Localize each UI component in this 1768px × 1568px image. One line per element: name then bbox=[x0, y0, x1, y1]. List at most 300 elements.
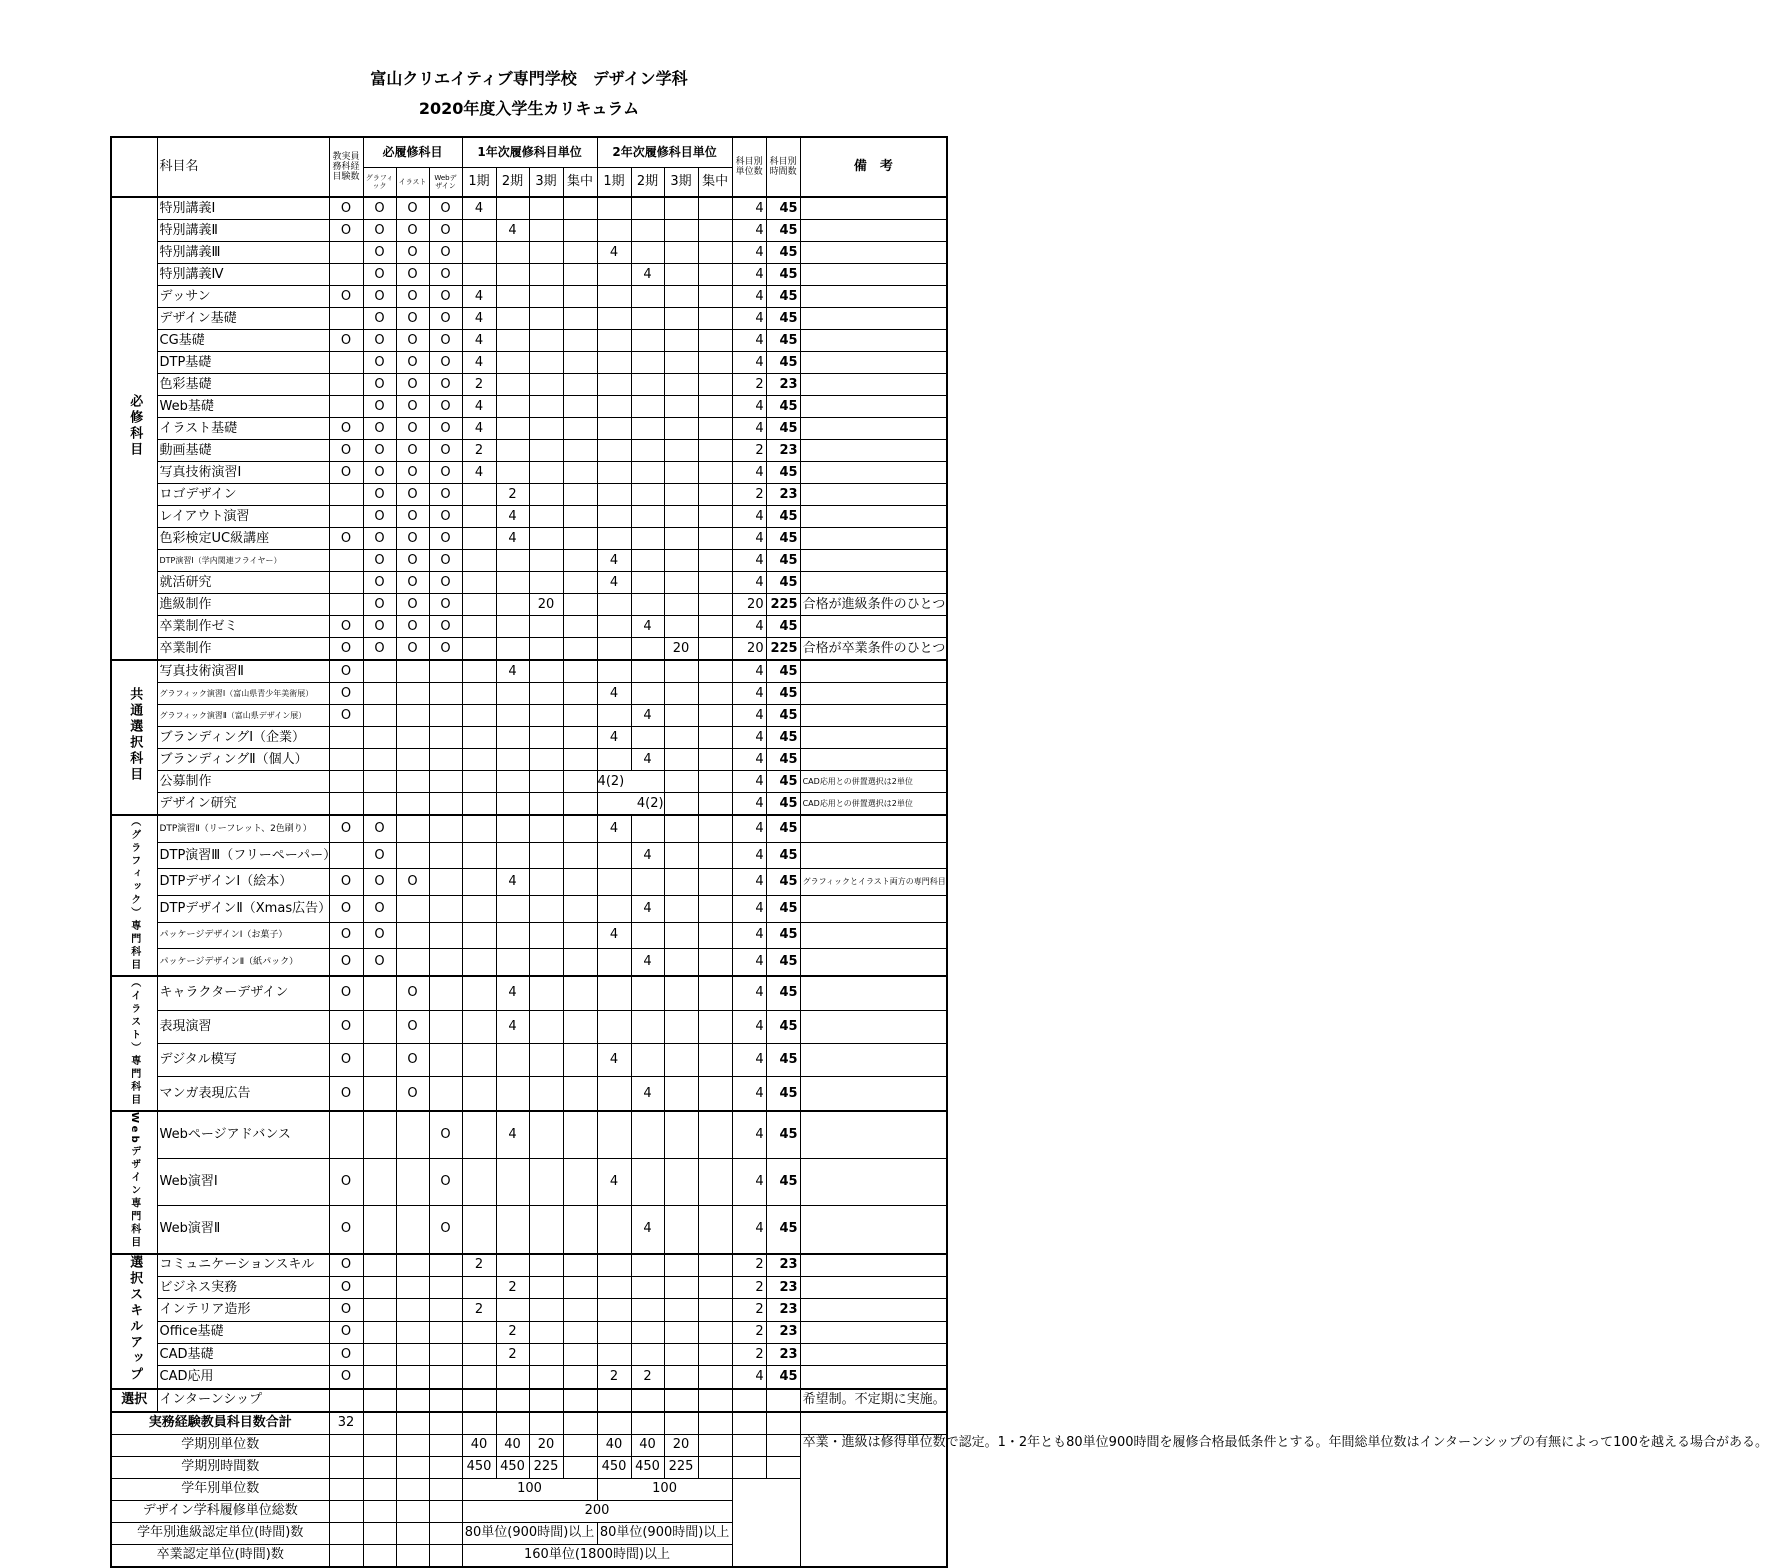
illust-mark: O bbox=[396, 462, 429, 484]
subject-hours: 45 bbox=[766, 1010, 800, 1043]
subject-name: マンガ表現広告 bbox=[157, 1077, 329, 1111]
term-credit bbox=[597, 949, 631, 976]
illust-mark bbox=[396, 1276, 429, 1298]
term-hour bbox=[698, 1456, 732, 1478]
term-credit: 4 bbox=[496, 660, 529, 683]
term-credit bbox=[563, 616, 597, 638]
graphic-mark bbox=[363, 1299, 396, 1321]
term-credit bbox=[462, 749, 496, 771]
subject-hours: 45 bbox=[766, 895, 800, 922]
term-credit bbox=[631, 484, 664, 506]
term-credit bbox=[462, 1206, 496, 1254]
term-credit bbox=[698, 506, 732, 528]
subject-row bbox=[111, 976, 947, 1010]
term-credit bbox=[563, 1159, 597, 1206]
jitsumu-mark bbox=[329, 242, 363, 264]
term-credit bbox=[529, 550, 563, 572]
subject-note bbox=[800, 842, 947, 869]
term-credit bbox=[597, 197, 631, 220]
illust-mark bbox=[396, 1321, 429, 1343]
graphic-mark: O bbox=[363, 197, 396, 220]
term-credit bbox=[462, 1343, 496, 1365]
term-hour: 225 bbox=[529, 1456, 563, 1478]
illust-mark: O bbox=[396, 330, 429, 352]
term-credit bbox=[563, 506, 597, 528]
web-mark bbox=[429, 683, 462, 705]
jitsumu-mark: O bbox=[329, 528, 363, 550]
graphic-mark: O bbox=[363, 440, 396, 462]
subject-credits: 2 bbox=[732, 1299, 766, 1321]
term-credit bbox=[529, 1254, 563, 1277]
header-term: 1期 bbox=[597, 167, 631, 197]
term-credit bbox=[462, 1111, 496, 1159]
jitsumu-mark: O bbox=[329, 976, 363, 1010]
term-credit bbox=[698, 1159, 732, 1206]
illust-mark: O bbox=[396, 638, 429, 661]
subject-name: Office基礎 bbox=[157, 1321, 329, 1343]
category-label: 選択 bbox=[121, 1392, 148, 1408]
header-term: 集中 bbox=[698, 167, 732, 197]
web-mark bbox=[429, 771, 462, 793]
header-category bbox=[111, 137, 157, 197]
category-label: 選択スキルアップ bbox=[127, 1254, 143, 1383]
term-credit bbox=[631, 638, 664, 661]
subject-name: 特別講義Ⅰ bbox=[157, 197, 329, 220]
subject-note bbox=[800, 1343, 947, 1365]
subject-hours: 45 bbox=[766, 1111, 800, 1159]
term-credit: 4 bbox=[462, 197, 496, 220]
subject-name: キャラクターデザイン bbox=[157, 976, 329, 1010]
web-mark bbox=[429, 660, 462, 683]
term-credit bbox=[698, 1343, 732, 1365]
term-credit bbox=[496, 462, 529, 484]
subject-name: コミュニケーションスキル bbox=[157, 1254, 329, 1277]
term-credit bbox=[496, 242, 529, 264]
subject-name: 写真技術演習Ⅱ bbox=[157, 660, 329, 683]
category-kyoutsuu bbox=[111, 660, 157, 815]
subject-note: グラフィックとイラスト両方の専門科目 bbox=[800, 869, 947, 896]
term-credit bbox=[529, 264, 563, 286]
jitsumu-mark: O bbox=[329, 1010, 363, 1043]
term-credit bbox=[631, 242, 664, 264]
web-mark: O bbox=[429, 1111, 462, 1159]
jitsumu-mark bbox=[329, 749, 363, 771]
header-jitsumu: 教実員務科経目験数 bbox=[329, 137, 363, 197]
subject-hours: 45 bbox=[766, 1043, 800, 1076]
term-credit bbox=[563, 330, 597, 352]
subject-credits: 2 bbox=[732, 1343, 766, 1365]
subject-credits: 4 bbox=[732, 286, 766, 308]
term-credit bbox=[563, 1366, 597, 1389]
subject-hours: 45 bbox=[766, 1366, 800, 1389]
term-credit bbox=[529, 705, 563, 727]
subject-row bbox=[111, 1276, 947, 1298]
subject-row bbox=[111, 418, 947, 440]
illust-mark: O bbox=[396, 374, 429, 396]
term-credit bbox=[664, 440, 698, 462]
term-credit bbox=[462, 949, 496, 976]
web-mark: O bbox=[429, 484, 462, 506]
category-label: 共通選択科目 bbox=[127, 687, 143, 783]
web-mark bbox=[429, 1043, 462, 1076]
term-credit: 4 bbox=[631, 616, 664, 638]
jitsumu-mark bbox=[329, 771, 363, 793]
subject-name: CAD基礎 bbox=[157, 1343, 329, 1365]
jitsumu-mark bbox=[329, 793, 363, 816]
term-credit bbox=[597, 1206, 631, 1254]
term-credit bbox=[597, 1321, 631, 1343]
illust-mark bbox=[396, 1299, 429, 1321]
subject-note bbox=[800, 1111, 947, 1159]
term-credit: 2 bbox=[462, 1254, 496, 1277]
term-credit bbox=[597, 1077, 631, 1111]
graphic-mark: O bbox=[363, 352, 396, 374]
term-credit bbox=[563, 1434, 597, 1456]
term-credit bbox=[664, 352, 698, 374]
subject-note bbox=[800, 264, 947, 286]
subject-credits: 4 bbox=[732, 242, 766, 264]
term-credit bbox=[563, 1206, 597, 1254]
term-credit bbox=[698, 1077, 732, 1111]
subject-hours: 45 bbox=[766, 616, 800, 638]
header-year1: 1年次履修科目単位 bbox=[462, 137, 597, 167]
term-credit bbox=[496, 616, 529, 638]
subject-name: 色彩検定UC級講座 bbox=[157, 528, 329, 550]
category-graphic bbox=[111, 815, 157, 976]
term-credit bbox=[698, 727, 732, 749]
web-mark: O bbox=[429, 220, 462, 242]
subject-credits: 20 bbox=[732, 594, 766, 616]
subject-note bbox=[800, 616, 947, 638]
term-credit bbox=[664, 550, 698, 572]
term-credit bbox=[462, 895, 496, 922]
header-year2: 2年次履修科目単位 bbox=[597, 137, 732, 167]
subject-hours: 45 bbox=[766, 727, 800, 749]
subject-credits: 4 bbox=[732, 1159, 766, 1206]
subject-note bbox=[800, 1366, 947, 1389]
graphic-mark bbox=[363, 1159, 396, 1206]
term-credit bbox=[529, 1276, 563, 1298]
subject-name: ビジネス実務 bbox=[157, 1276, 329, 1298]
subject-credits: 2 bbox=[732, 1276, 766, 1298]
subject-row bbox=[111, 462, 947, 484]
term-credit bbox=[597, 264, 631, 286]
subject-name: パッケージデザインⅠ（お菓子） bbox=[157, 922, 329, 949]
term-credit bbox=[698, 869, 732, 896]
term-credit bbox=[529, 869, 563, 896]
subject-hours: 45 bbox=[766, 842, 800, 869]
term-credit bbox=[529, 572, 563, 594]
illust-mark bbox=[396, 895, 429, 922]
term-credit bbox=[462, 572, 496, 594]
subject-hours: 45 bbox=[766, 220, 800, 242]
header-graphic: グラフィック bbox=[363, 167, 396, 197]
illust-mark: O bbox=[396, 418, 429, 440]
subject-name: 表現演習 bbox=[157, 1010, 329, 1043]
subject-credits: 20 bbox=[732, 638, 766, 661]
subject-name: パッケージデザインⅡ（紙パック） bbox=[157, 949, 329, 976]
term-credit: 20 bbox=[529, 594, 563, 616]
subject-name: ブランディングⅠ（企業） bbox=[157, 727, 329, 749]
term-credit bbox=[496, 330, 529, 352]
web-mark bbox=[429, 1276, 462, 1298]
graphic-mark: O bbox=[363, 949, 396, 976]
term-credit bbox=[563, 1077, 597, 1111]
subject-hours: 45 bbox=[766, 352, 800, 374]
subject-credits: 4 bbox=[732, 418, 766, 440]
web-mark: O bbox=[429, 264, 462, 286]
term-credit bbox=[597, 418, 631, 440]
term-credit: 4 bbox=[597, 1043, 631, 1076]
web-mark bbox=[429, 1299, 462, 1321]
term-credit bbox=[529, 1299, 563, 1321]
term-credit bbox=[496, 396, 529, 418]
term-credit: 4 bbox=[631, 749, 664, 771]
graphic-mark bbox=[363, 976, 396, 1010]
term-credit bbox=[496, 572, 529, 594]
subject-credits: 4 bbox=[732, 528, 766, 550]
subject-hours: 45 bbox=[766, 660, 800, 683]
graphic-mark: O bbox=[363, 506, 396, 528]
subject-hours: 23 bbox=[766, 1254, 800, 1277]
subject-credits: 2 bbox=[732, 1254, 766, 1277]
term-credit bbox=[597, 484, 631, 506]
term-credit: 20 bbox=[664, 638, 698, 661]
term-credit bbox=[664, 1043, 698, 1076]
subject-row bbox=[111, 220, 947, 242]
subject-hours: 45 bbox=[766, 572, 800, 594]
term-credit bbox=[597, 1389, 631, 1412]
term-credit bbox=[563, 418, 597, 440]
illust-mark bbox=[396, 727, 429, 749]
term-credit bbox=[462, 1276, 496, 1298]
term-credit: 4 bbox=[597, 572, 631, 594]
web-mark bbox=[429, 793, 462, 816]
graphic-mark: O bbox=[363, 638, 396, 661]
subject-credits: 4 bbox=[732, 1366, 766, 1389]
subject-credits: 4 bbox=[732, 749, 766, 771]
subject-note: 合格が進級条件のひとつ bbox=[800, 594, 947, 616]
category-label: 必修科目 bbox=[127, 394, 143, 458]
term-credit-span: 4(2) bbox=[597, 771, 664, 793]
graphic-mark: O bbox=[363, 922, 396, 949]
subject-name: DTP演習Ⅲ（フリーペーパー） bbox=[157, 842, 329, 869]
term-credit bbox=[597, 749, 631, 771]
graphic-mark: O bbox=[363, 550, 396, 572]
term-credit bbox=[698, 484, 732, 506]
term-credit bbox=[631, 330, 664, 352]
term-credit bbox=[698, 1043, 732, 1076]
jitsumu-mark: O bbox=[329, 1343, 363, 1365]
header-term: 3期 bbox=[529, 167, 563, 197]
term-credit bbox=[664, 660, 698, 683]
illust-mark bbox=[396, 815, 429, 842]
web-mark bbox=[429, 1343, 462, 1365]
term-credit bbox=[698, 418, 732, 440]
year2-credits: 100 bbox=[597, 1478, 732, 1500]
term-credit bbox=[698, 638, 732, 661]
term-credit bbox=[597, 1010, 631, 1043]
graphic-mark bbox=[363, 1276, 396, 1298]
header-term: 集中 bbox=[563, 167, 597, 197]
subject-name: 卒業制作 bbox=[157, 638, 329, 661]
term-credit bbox=[529, 976, 563, 1010]
web-mark bbox=[429, 922, 462, 949]
web-mark bbox=[429, 1321, 462, 1343]
term-credit bbox=[529, 749, 563, 771]
term-credit bbox=[664, 683, 698, 705]
graphic-mark bbox=[363, 793, 396, 816]
web-mark: O bbox=[429, 1159, 462, 1206]
term-credit bbox=[529, 660, 563, 683]
term-credit: 4 bbox=[631, 705, 664, 727]
subject-name: グラフィック演習Ⅱ（富山県デザイン展） bbox=[157, 705, 329, 727]
jitsumu-mark: O bbox=[329, 1043, 363, 1076]
term-credit bbox=[664, 308, 698, 330]
term-credit bbox=[664, 484, 698, 506]
subject-row bbox=[111, 1299, 947, 1321]
term-credit bbox=[496, 286, 529, 308]
subject-hours: 23 bbox=[766, 1321, 800, 1343]
illust-mark: O bbox=[396, 352, 429, 374]
subject-note bbox=[800, 1276, 947, 1298]
illust-mark bbox=[396, 660, 429, 683]
term-credit bbox=[664, 1159, 698, 1206]
term-credit bbox=[664, 1111, 698, 1159]
term-credit: 4 bbox=[631, 949, 664, 976]
term-credit bbox=[631, 286, 664, 308]
term-credit bbox=[529, 462, 563, 484]
term-hour: 225 bbox=[664, 1456, 698, 1478]
term-credit bbox=[462, 922, 496, 949]
graphic-mark: O bbox=[363, 895, 396, 922]
term-credit bbox=[597, 638, 631, 661]
jitsumu-total-value: 32 bbox=[329, 1412, 363, 1435]
illust-mark bbox=[396, 949, 429, 976]
jitsumu-mark bbox=[329, 374, 363, 396]
subject-note bbox=[800, 572, 947, 594]
term-credit bbox=[631, 1299, 664, 1321]
graphic-mark bbox=[363, 1077, 396, 1111]
term-credit bbox=[664, 1299, 698, 1321]
term-credit bbox=[698, 1321, 732, 1343]
subject-name: CAD応用 bbox=[157, 1366, 329, 1389]
jitsumu-mark bbox=[329, 484, 363, 506]
term-credit bbox=[529, 638, 563, 661]
header-credits: 科目別単位数 bbox=[732, 137, 766, 197]
subject-hours: 45 bbox=[766, 462, 800, 484]
jitsumu-mark: O bbox=[329, 949, 363, 976]
jitsumu-total-label: 実務経験教員科目数合計 bbox=[111, 1412, 329, 1435]
term-credit bbox=[597, 1254, 631, 1277]
term-credit bbox=[698, 1389, 732, 1412]
subject-hours: 23 bbox=[766, 374, 800, 396]
illust-mark: O bbox=[396, 594, 429, 616]
term-credit bbox=[698, 949, 732, 976]
term-credit: 4 bbox=[462, 286, 496, 308]
web-mark: O bbox=[429, 594, 462, 616]
jitsumu-mark: O bbox=[329, 1276, 363, 1298]
term-credit: 4 bbox=[462, 418, 496, 440]
subject-row bbox=[111, 793, 947, 816]
term-credit bbox=[698, 572, 732, 594]
term-credit bbox=[698, 594, 732, 616]
subject-note bbox=[800, 683, 947, 705]
term-credit bbox=[631, 308, 664, 330]
subject-note bbox=[800, 396, 947, 418]
subject-row bbox=[111, 749, 947, 771]
web-mark bbox=[429, 1389, 462, 1412]
term-credit bbox=[664, 242, 698, 264]
subject-note bbox=[800, 727, 947, 749]
subject-row bbox=[111, 616, 947, 638]
term-credit bbox=[597, 286, 631, 308]
subject-credits: 4 bbox=[732, 815, 766, 842]
term-credit bbox=[563, 572, 597, 594]
term-credit bbox=[631, 1389, 664, 1412]
subject-hours: 45 bbox=[766, 683, 800, 705]
jitsumu-mark: O bbox=[329, 1254, 363, 1277]
jitsumu-mark bbox=[329, 506, 363, 528]
term-credit: 20 bbox=[664, 1434, 698, 1456]
term-credit bbox=[462, 220, 496, 242]
subject-name: デッサン bbox=[157, 286, 329, 308]
illust-mark bbox=[396, 749, 429, 771]
term-credit bbox=[631, 1043, 664, 1076]
web-mark bbox=[429, 1077, 462, 1111]
term-credit bbox=[664, 1389, 698, 1412]
subject-row bbox=[111, 1111, 947, 1159]
subject-row bbox=[111, 286, 947, 308]
term-credit bbox=[529, 1321, 563, 1343]
subject-hours: 23 bbox=[766, 484, 800, 506]
web-mark: O bbox=[429, 352, 462, 374]
term-credit bbox=[462, 1077, 496, 1111]
term-credit bbox=[597, 976, 631, 1010]
term-credit bbox=[563, 1343, 597, 1365]
term-credit bbox=[698, 1366, 732, 1389]
jitsumu-mark: O bbox=[329, 462, 363, 484]
term-credit bbox=[664, 1010, 698, 1043]
subject-credits: 4 bbox=[732, 1010, 766, 1043]
term-credit bbox=[563, 1010, 597, 1043]
term-credit bbox=[631, 1010, 664, 1043]
term-credit bbox=[631, 506, 664, 528]
term-credit bbox=[529, 197, 563, 220]
subject-hours: 45 bbox=[766, 286, 800, 308]
term-credit bbox=[698, 842, 732, 869]
term-credit bbox=[631, 683, 664, 705]
subject-note bbox=[800, 286, 947, 308]
term-hour: 450 bbox=[496, 1456, 529, 1478]
subject-credits: 2 bbox=[732, 484, 766, 506]
term-credit: 4 bbox=[631, 264, 664, 286]
term-credit bbox=[529, 1159, 563, 1206]
term-credit bbox=[698, 616, 732, 638]
term-credit bbox=[698, 396, 732, 418]
web-mark: O bbox=[429, 506, 462, 528]
jitsumu-mark bbox=[329, 1111, 363, 1159]
term-credit bbox=[529, 1010, 563, 1043]
illust-mark: O bbox=[396, 440, 429, 462]
web-mark bbox=[429, 949, 462, 976]
term-credit bbox=[698, 440, 732, 462]
web-mark: O bbox=[429, 308, 462, 330]
term-credit bbox=[563, 842, 597, 869]
graphic-mark: O bbox=[363, 264, 396, 286]
graduation-label: 卒業認定単位(時間)数 bbox=[111, 1544, 329, 1567]
term-credit bbox=[597, 308, 631, 330]
